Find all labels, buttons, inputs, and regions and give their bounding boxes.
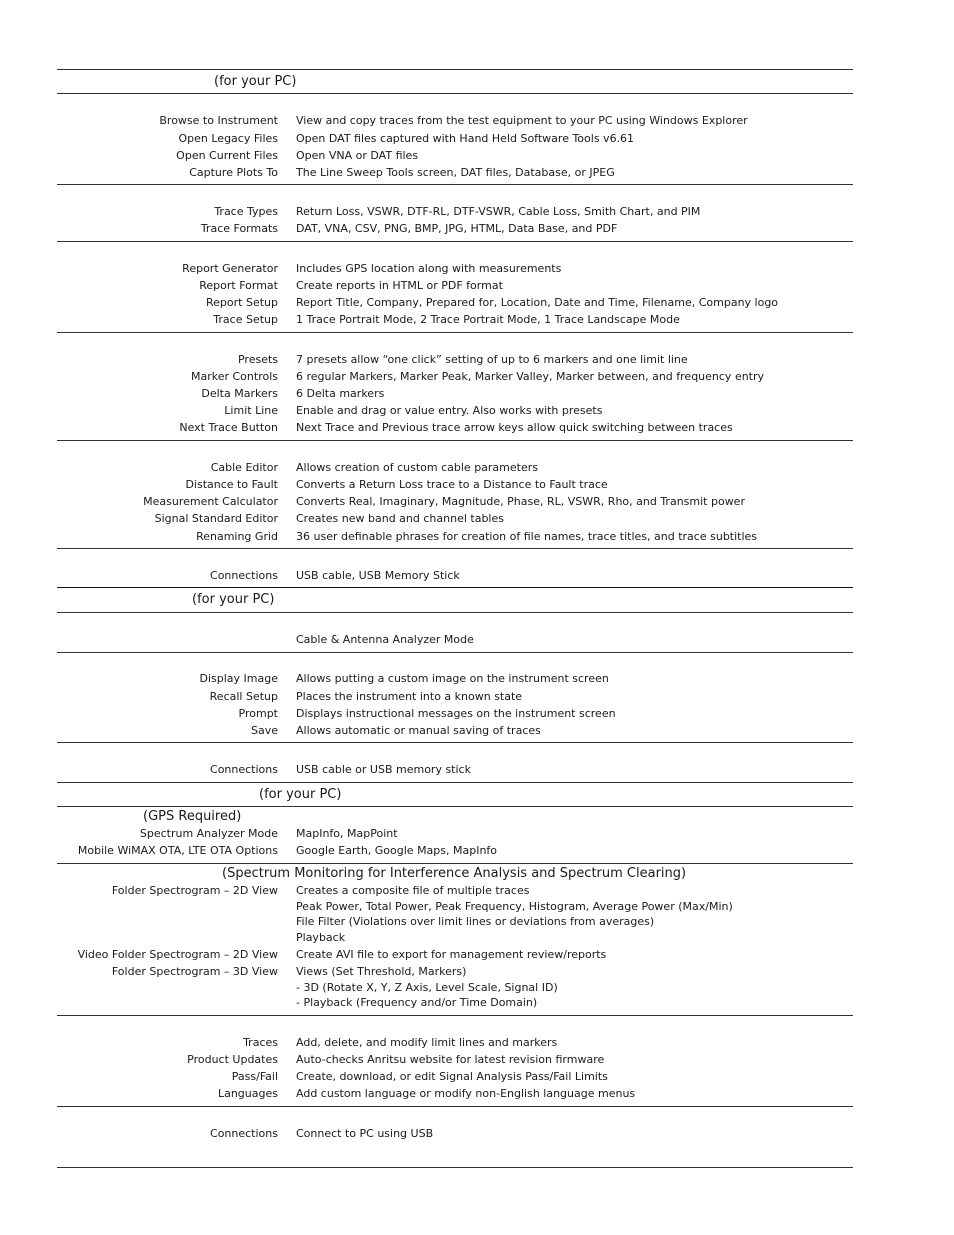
rule (57, 1106, 853, 1107)
row-label: Product Updates (187, 1053, 278, 1066)
row-value: Next Trace and Previous trace arrow keys allow quick switching between traces (296, 421, 733, 434)
row-value: USB cable or USB memory stick (296, 763, 471, 776)
row-label: Languages (217, 1087, 278, 1100)
row-label: Trace Formats (200, 222, 278, 235)
row-label: Open Current Files (176, 149, 278, 162)
row-label: Marker Controls (190, 370, 278, 383)
row-value: Add, delete, and modify limit lines and markers (296, 1036, 558, 1049)
rule-top (57, 69, 853, 70)
row-value: Creates new band and channel tables (296, 512, 504, 525)
row-value: Create reports in HTML or PDF format (296, 279, 503, 292)
row-label: Distance to Fault (185, 478, 278, 491)
row-label: Folder Spectrogram – 3D View (111, 965, 278, 978)
row-value: Includes GPS location along with measurements (296, 262, 562, 275)
rule (57, 612, 853, 613)
row-label: Open Legacy Files (178, 132, 278, 145)
row-label: Report Setup (206, 296, 278, 309)
section-header: (for your PC) (192, 592, 275, 607)
row-value: Auto-checks Anritsu website for latest revision firmware (296, 1053, 605, 1066)
rule (57, 241, 853, 242)
row-value: 7 presets allow “one click” setting of up to 6 markers and one limit line (296, 353, 688, 366)
rule (57, 332, 853, 333)
row-label: Report Format (199, 279, 278, 292)
row-value: Converts Real, Imaginary, Magnitude, Phase, RL, VSWR, Rho, and Transmit power (296, 495, 745, 508)
row-label: Capture Plots To (189, 166, 278, 179)
row-value: Creates a composite file of multiple traces (296, 884, 530, 897)
row-value: DAT, VNA, CSV, PNG, BMP, JPG, HTML, Data Base, and PDF (296, 222, 618, 235)
row-label: Traces (243, 1036, 278, 1049)
rule (57, 440, 853, 441)
rule (57, 652, 853, 653)
section-header: (Spectrum Monitoring for Interference Analysis and Spectrum Clearing) (222, 866, 687, 881)
row-label: Save (250, 724, 278, 737)
row-value: Peak Power, Total Power, Peak Frequency, Histogram, Average Power (Max/Min) (296, 900, 733, 913)
row-label: Connections (210, 1127, 278, 1140)
row-value: File Filter (Violations over limit lines or deviations from averages) (296, 915, 655, 928)
row-value: Open DAT files captured with Hand Held Software Tools v6.61 (296, 132, 635, 145)
row-value: USB cable, USB Memory Stick (296, 569, 460, 582)
row-label: Next Trace Button (179, 421, 278, 434)
row-label: Browse to Instrument (159, 114, 278, 127)
row-label: Signal Standard Editor (154, 512, 278, 525)
row-label: Video Folder Spectrogram – 2D View (77, 948, 278, 961)
row-label: Limit Line (224, 404, 278, 417)
row-label: Prompt (238, 707, 278, 720)
row-value: 6 regular Markers, Marker Peak, Marker Valley, Marker between, and frequency entry (296, 370, 765, 383)
row-label: Renaming Grid (196, 530, 278, 543)
row-value: Converts a Return Loss trace to a Distance to Fault trace (296, 478, 608, 491)
rule-section (57, 782, 853, 783)
row-label: Presets (237, 353, 278, 366)
row-label: Cable Editor (210, 461, 278, 474)
row-value: Google Earth, Google Maps, MapInfo (296, 844, 498, 857)
row-value: 1 Trace Portrait Mode, 2 Trace Portrait Mode, 1 Trace Landscape Mode (296, 313, 680, 326)
row-label: Report Generator (182, 262, 278, 275)
row-value: Allows creation of custom cable parameters (296, 461, 538, 474)
rule (57, 806, 853, 807)
row-label: Recall Setup (209, 690, 278, 703)
row-value: Cable & Antenna Analyzer Mode (296, 633, 474, 646)
row-value: MapInfo, MapPoint (296, 827, 398, 840)
row-value: - Playback (Frequency and/or Time Domain) (296, 996, 538, 1009)
row-label: Pass/Fail (231, 1070, 278, 1083)
row-label: Trace Types (214, 205, 278, 218)
section-header: (GPS Required) (143, 809, 242, 824)
row-value: - 3D (Rotate X, Y, Z Axis, Level Scale, Signal ID) (296, 981, 558, 994)
row-value: Displays instructional messages on the instrument screen (296, 707, 616, 720)
row-value: The Line Sweep Tools screen, DAT files, Database, or JPEG (296, 166, 615, 179)
row-value: View and copy traces from the test equipment to your PC using Windows Explorer (296, 114, 748, 127)
row-label: Measurement Calculator (143, 495, 278, 508)
rule-section (57, 587, 853, 588)
row-value: Views (Set Threshold, Markers) (296, 965, 467, 978)
row-label: Folder Spectrogram – 2D View (111, 884, 278, 897)
row-label: Connections (210, 569, 278, 582)
row-value: Create, download, or edit Signal Analysis Pass/Fail Limits (296, 1070, 608, 1083)
rule-bottom (57, 1167, 853, 1168)
row-value: 6 Delta markers (296, 387, 385, 400)
rule (57, 863, 853, 864)
row-value: Create AVI file to export for management review/reports (296, 948, 607, 961)
row-value: Add custom language or modify non-English language menus (296, 1087, 636, 1100)
rule (57, 184, 853, 185)
rule (57, 742, 853, 743)
row-label: Trace Setup (213, 313, 278, 326)
section-header: (for your PC) (259, 787, 342, 802)
rule (57, 93, 853, 94)
row-value: Enable and drag or value entry. Also works with presets (296, 404, 603, 417)
row-value: Return Loss, VSWR, DTF-RL, DTF-VSWR, Cable Loss, Smith Chart, and PIM (296, 205, 701, 218)
row-value: Places the instrument into a known state (296, 690, 523, 703)
rule (57, 548, 853, 549)
row-label: Delta Markers (201, 387, 278, 400)
row-label: Display Image (199, 672, 278, 685)
section-header: (for your PC) (214, 74, 297, 89)
row-value: Open VNA or DAT files (296, 149, 419, 162)
rule (57, 1015, 853, 1016)
row-value: Allows putting a custom image on the instrument screen (296, 672, 609, 685)
row-value: 36 user definable phrases for creation of file names, trace titles, and trace subtitles (296, 530, 758, 543)
row-value: Connect to PC using USB (296, 1127, 434, 1140)
row-value: Playback (296, 931, 346, 944)
row-value: Report Title, Company, Prepared for, Location, Date and Time, Filename, Company logo (296, 296, 779, 309)
row-label: Mobile WiMAX OTA, LTE OTA Options (77, 844, 278, 857)
row-label: Connections (210, 763, 278, 776)
row-value: Allows automatic or manual saving of traces (296, 724, 541, 737)
row-label: Spectrum Analyzer Mode (139, 827, 278, 840)
